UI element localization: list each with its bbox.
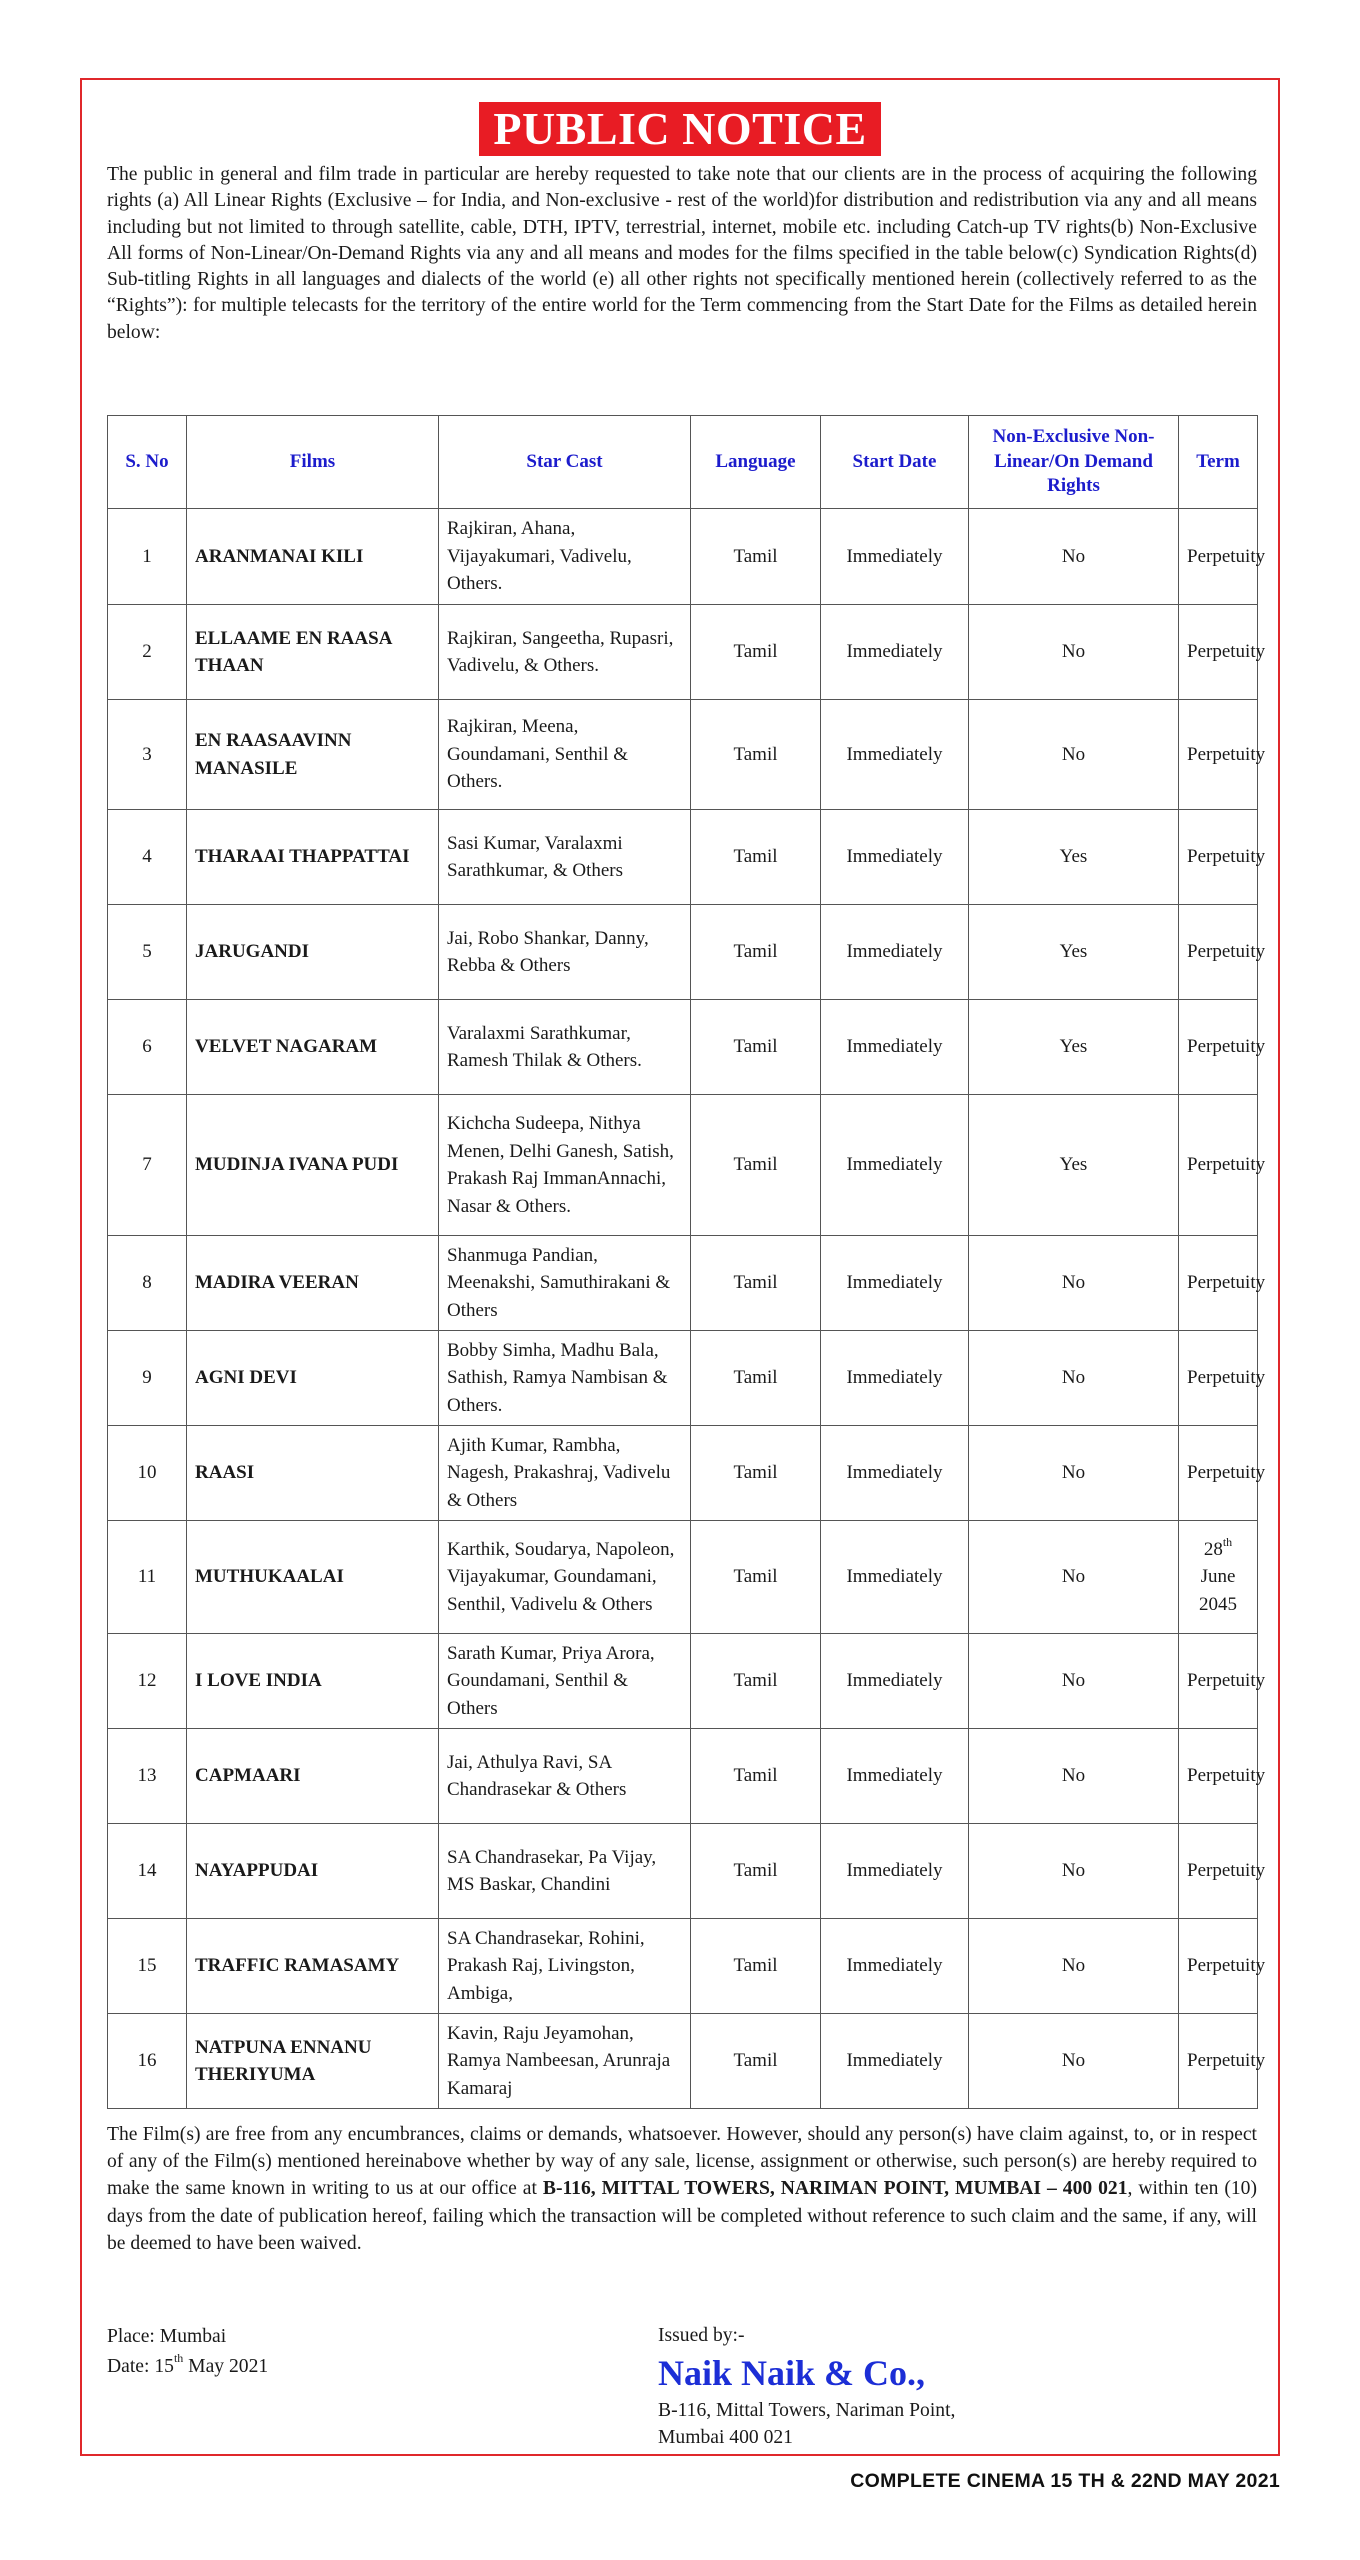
table-row	[108, 1729, 1258, 1824]
row-term: Perpetuity	[1179, 2014, 1258, 2109]
row-language: Tamil	[691, 700, 821, 810]
row-cast: Ajith Kumar, Rambha, Nagesh, Prakashraj, Vadivelu & Others	[439, 1426, 691, 1521]
row-language: Tamil	[691, 810, 821, 905]
closing-text-before: The Film(s) are free from any encumbrances, claims or demands, whatsoever. However, should any person(s) have claim against, to, or in respect of any of the Film(s) mentioned hereinabove whether by way of any sale, license, assignment or otherwise, such person(s) are hereby required to make the same known in writing to us at our office at	[107, 2124, 1257, 2200]
table-row	[108, 509, 1258, 605]
date-line	[107, 2352, 268, 2382]
table-row	[108, 1634, 1258, 1729]
row-film: TRAFFIC RAMASAMY	[187, 1919, 439, 2014]
row-start-date: Immediately	[821, 1919, 969, 2014]
table-header-row	[108, 416, 1258, 509]
row-start-date: Immediately	[821, 700, 969, 810]
row-sno: 3	[108, 700, 187, 810]
row-film: I LOVE INDIA	[187, 1634, 439, 1729]
table-row	[108, 810, 1258, 905]
row-sno: 8	[108, 1236, 187, 1331]
row-film: ELLAAME EN RAASA THAAN	[187, 605, 439, 700]
row-term: Perpetuity	[1179, 810, 1258, 905]
table-row	[108, 1919, 1258, 2014]
row-term: Perpetuity	[1179, 1426, 1258, 1521]
title-wrap	[82, 102, 1278, 156]
row-film: NAYAPPUDAI	[187, 1824, 439, 1919]
row-start-date: Immediately	[821, 605, 969, 700]
table-row	[108, 1236, 1258, 1331]
row-sno: 14	[108, 1824, 187, 1919]
row-term: Perpetuity	[1179, 509, 1258, 605]
row-start-date: Immediately	[821, 1729, 969, 1824]
table-row	[108, 1000, 1258, 1095]
row-term: Perpetuity	[1179, 700, 1258, 810]
issued-by-label: Issued by:-	[658, 2325, 745, 2346]
row-term: Perpetuity	[1179, 1095, 1258, 1236]
place-line: Place: Mumbai	[107, 2326, 227, 2347]
row-start-date: Immediately	[821, 1000, 969, 1095]
publication-footer: COMPLETE CINEMA 15 TH & 22ND MAY 2021	[850, 2470, 1280, 2492]
row-term: Perpetuity	[1179, 1919, 1258, 2014]
issuer-address-line-2: Mumbai 400 021	[658, 2427, 793, 2448]
place-date-block	[107, 2322, 268, 2382]
row-language: Tamil	[691, 1634, 821, 1729]
row-sno: 5	[108, 905, 187, 1000]
row-cast: Bobby Simha, Madhu Bala, Sathish, Ramya Nambisan & Others.	[439, 1331, 691, 1426]
row-cast: Varalaxmi Sarathkumar, Ramesh Thilak & Others.	[439, 1000, 691, 1095]
row-sno: 7	[108, 1095, 187, 1236]
row-non-exclusive: Yes	[969, 810, 1179, 905]
intro-paragraph: The public in general and film trade in particular are hereby requested to take note that our clients are in the process of acquiring the following rights (a) All Linear Rights (Exclusive – for India, and Non-exclusive - rest of the world)for distribution and redistribution via any and all means including but not limited to through satellite, cable, DTH, IPTV, terrestrial, internet, mobile etc. including Catch-up TV rights(b) Non-Exclusive All forms of Non-Linear/On-Demand Rights via any and all means and modes for the films specified in the table below(c) Syndication Rights(d) Sub-titling Rights in all languages and dialects of the world (e) all other rights not specifically mentioned herein (collectively referred to as the “Rights”): for multiple telecasts for the territory of the entire world for the Term commencing from the Start Date for the Films as detailed herein below:	[107, 164, 1257, 343]
notice-title: PUBLIC NOTICE	[479, 102, 880, 156]
table-row	[108, 605, 1258, 700]
row-start-date: Immediately	[821, 810, 969, 905]
row-language: Tamil	[691, 1095, 821, 1236]
row-cast: SA Chandrasekar, Pa Vijay, MS Baskar, Chandini	[439, 1824, 691, 1919]
row-sno: 16	[108, 2014, 187, 2109]
row-start-date: Immediately	[821, 1634, 969, 1729]
table-row	[108, 1521, 1258, 1634]
row-cast: Kichcha Sudeepa, Nithya Menen, Delhi Ganesh, Satish, Prakash Raj ImmanAnnachi, Nasar & Others.	[439, 1095, 691, 1236]
row-language: Tamil	[691, 605, 821, 700]
row-non-exclusive: No	[969, 2014, 1179, 2109]
row-cast: Rajkiran, Meena, Goundamani, Senthil & Others.	[439, 700, 691, 810]
row-language: Tamil	[691, 905, 821, 1000]
row-start-date: Immediately	[821, 509, 969, 605]
row-language: Tamil	[691, 2014, 821, 2109]
row-sno: 13	[108, 1729, 187, 1824]
row-term: Perpetuity	[1179, 1634, 1258, 1729]
table-row	[108, 2014, 1258, 2109]
row-film: MUDINJA IVANA PUDI	[187, 1095, 439, 1236]
row-language: Tamil	[691, 1426, 821, 1521]
issuer-address-line-1: B-116, Mittal Towers, Nariman Point,	[658, 2400, 956, 2421]
row-cast: Karthik, Soudarya, Napoleon, Vijayakumar, Goundamani, Senthil, Vadivelu & Others	[439, 1521, 691, 1634]
row-cast: Jai, Robo Shankar, Danny, Rebba & Others	[439, 905, 691, 1000]
term-day: 28	[1203, 1538, 1223, 1560]
table-row	[108, 1331, 1258, 1426]
header-term: Term	[1179, 416, 1258, 509]
row-sno: 2	[108, 605, 187, 700]
term-day-suffix: th	[1222, 1534, 1233, 1549]
closing-text-after: , within ten (10) days from the date of publication hereof, failing which the transaction will be completed without reference to such claim and the same, if any, will be deemed to have been waived.	[107, 2178, 1258, 2254]
row-cast: Sasi Kumar, Varalaxmi Sarathkumar, & Others	[439, 810, 691, 905]
row-film: EN RAASAAVINN MANASILE	[187, 700, 439, 810]
row-sno: 4	[108, 810, 187, 905]
row-non-exclusive: No	[969, 1729, 1179, 1824]
row-non-exclusive: No	[969, 509, 1179, 605]
date-prefix: Date: 15	[107, 2356, 174, 2377]
header-films: Films	[187, 416, 439, 509]
row-film: NATPUNA ENNANU THERIYUMA	[187, 2014, 439, 2109]
row-term: Perpetuity	[1179, 1729, 1258, 1824]
date-suffix-sup: th	[173, 2351, 184, 2365]
row-non-exclusive: No	[969, 700, 1179, 810]
header-sno: S. No	[108, 416, 187, 509]
row-sno: 11	[108, 1521, 187, 1634]
row-language: Tamil	[691, 1729, 821, 1824]
row-sno: 6	[108, 1000, 187, 1095]
row-non-exclusive: No	[969, 1919, 1179, 2014]
row-language: Tamil	[691, 1236, 821, 1331]
row-start-date: Immediately	[821, 1095, 969, 1236]
header-star-cast: Star Cast	[439, 416, 691, 509]
header-start-date: Start Date	[821, 416, 969, 509]
row-film: THARAAI THAPPATTAI	[187, 810, 439, 905]
row-non-exclusive: No	[969, 1634, 1179, 1729]
row-language: Tamil	[691, 1000, 821, 1095]
row-term: Perpetuity	[1179, 1000, 1258, 1095]
row-sno: 12	[108, 1634, 187, 1729]
row-film: ARANMANAI KILI	[187, 509, 439, 605]
row-film: CAPMAARI	[187, 1729, 439, 1824]
row-language: Tamil	[691, 1331, 821, 1426]
row-language: Tamil	[691, 509, 821, 605]
issuer-block	[658, 2322, 955, 2451]
table-row	[108, 1426, 1258, 1521]
table-row	[108, 1824, 1258, 1919]
row-sno: 15	[108, 1919, 187, 2014]
term-rest: June 2045	[1199, 1566, 1237, 1615]
row-cast: Rajkiran, Ahana, Vijayakumari, Vadivelu, Others.	[439, 509, 691, 605]
row-sno: 9	[108, 1331, 187, 1426]
row-film: VELVET NAGARAM	[187, 1000, 439, 1095]
row-term: Perpetuity	[1179, 905, 1258, 1000]
date-rest: May 2021	[183, 2356, 269, 2377]
row-non-exclusive: Yes	[969, 1095, 1179, 1236]
row-cast: Shanmuga Pandian, Meenakshi, Samuthirakani & Others	[439, 1236, 691, 1331]
row-cast: Kavin, Raju Jeyamohan, Ramya Nambeesan, Arunraja Kamaraj	[439, 2014, 691, 2109]
row-language: Tamil	[691, 1824, 821, 1919]
row-cast: Jai, Athulya Ravi, SA Chandrasekar & Others	[439, 1729, 691, 1824]
row-start-date: Immediately	[821, 905, 969, 1000]
row-film: MADIRA VEERAN	[187, 1236, 439, 1331]
closing-address: B-116, MITTAL TOWERS, NARIMAN POINT, MUMBAI – 400 021	[542, 2178, 1128, 2200]
row-non-exclusive: Yes	[969, 1000, 1179, 1095]
row-non-exclusive: No	[969, 1824, 1179, 1919]
notice-frame	[80, 78, 1280, 2456]
row-film: MUTHUKAALAI	[187, 1521, 439, 1634]
row-film: AGNI DEVI	[187, 1331, 439, 1426]
table-row	[108, 905, 1258, 1000]
row-non-exclusive: No	[969, 1426, 1179, 1521]
row-film: RAASI	[187, 1426, 439, 1521]
row-non-exclusive: Yes	[969, 905, 1179, 1000]
header-language: Language	[691, 416, 821, 509]
row-start-date: Immediately	[821, 1426, 969, 1521]
row-term: Perpetuity	[1179, 605, 1258, 700]
films-table	[107, 415, 1266, 2109]
row-cast: Sarath Kumar, Priya Arora, Goundamani, Senthil & Others	[439, 1634, 691, 1729]
row-non-exclusive: No	[969, 1236, 1179, 1331]
row-term	[1179, 1521, 1258, 1634]
closing-paragraph	[107, 2121, 1257, 2257]
row-start-date: Immediately	[821, 1331, 969, 1426]
row-non-exclusive: No	[969, 1521, 1179, 1634]
issuer-name: Naik Naik & Co.,	[658, 2353, 926, 2393]
row-term: Perpetuity	[1179, 1331, 1258, 1426]
row-sno: 10	[108, 1426, 187, 1521]
row-start-date: Immediately	[821, 1824, 969, 1919]
row-cast: Rajkiran, Sangeetha, Rupasri, Vadivelu, & Others.	[439, 605, 691, 700]
header-non-exclusive-rights: Non-Exclusive Non-Linear/On Demand Rights	[969, 416, 1179, 509]
table-row	[108, 700, 1258, 810]
row-cast: SA Chandrasekar, Rohini, Prakash Raj, Livingston, Ambiga,	[439, 1919, 691, 2014]
row-sno: 1	[108, 509, 187, 605]
row-language: Tamil	[691, 1919, 821, 2014]
table-row	[108, 1095, 1258, 1236]
row-start-date: Immediately	[821, 1236, 969, 1331]
row-film: JARUGANDI	[187, 905, 439, 1000]
row-non-exclusive: No	[969, 605, 1179, 700]
row-start-date: Immediately	[821, 1521, 969, 1634]
row-term: Perpetuity	[1179, 1236, 1258, 1331]
row-non-exclusive: No	[969, 1331, 1179, 1426]
row-start-date: Immediately	[821, 2014, 969, 2109]
row-language: Tamil	[691, 1521, 821, 1634]
row-term: Perpetuity	[1179, 1824, 1258, 1919]
